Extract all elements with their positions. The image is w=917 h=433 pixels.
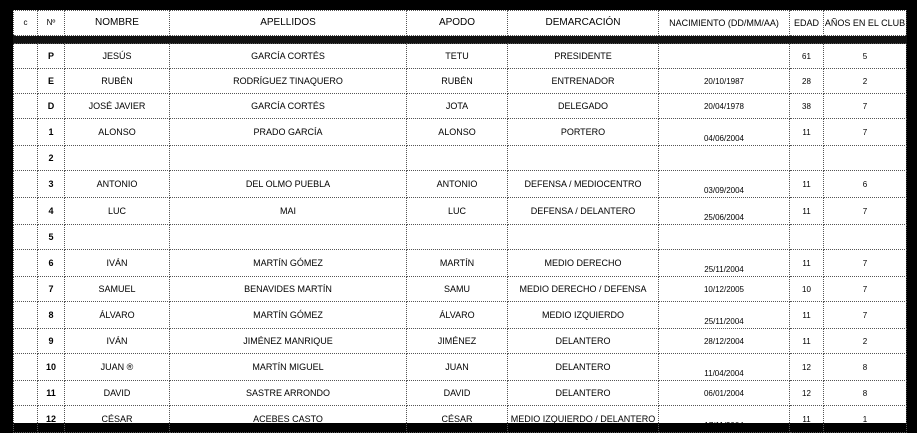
c-cell — [14, 354, 38, 381]
edad-cell: 10 — [790, 277, 824, 302]
nacimiento-cell: 03/09/2004 — [659, 171, 790, 198]
apellidos-cell: JIMÉNEZ MANRIQUE — [170, 329, 407, 354]
demarcacion-cell: MEDIO DERECHO / DEFENSA — [508, 277, 659, 302]
edad-cell: 11 — [790, 329, 824, 354]
nacimiento-cell: 25/06/2004 — [659, 198, 790, 225]
table-row — [14, 277, 907, 302]
c-cell — [14, 171, 38, 198]
table-row — [14, 354, 907, 381]
anos-cell: 5 — [824, 44, 907, 69]
apellidos-cell: DEL OLMO PUEBLA — [170, 171, 407, 198]
demarcacion-cell: DELEGADO — [508, 94, 659, 119]
header-row — [14, 11, 907, 36]
header-nacimiento: NACIMIENTO (DD/MM/AA) — [659, 11, 790, 36]
apodo-cell: JOTA — [407, 94, 508, 119]
c-cell — [14, 69, 38, 94]
player-number: 3 — [38, 171, 65, 198]
table-row — [14, 171, 907, 198]
edad-cell — [790, 146, 824, 171]
nombre-cell: IVÁN — [65, 250, 170, 277]
apodo-cell: TETU — [407, 44, 508, 69]
c-cell — [14, 146, 38, 171]
apodo-cell: JIMÉNEZ — [407, 329, 508, 354]
edad-cell: 11 — [790, 198, 824, 225]
demarcacion-cell: MEDIO IZQUIERDO — [508, 302, 659, 329]
apodo-cell: RUBÉN — [407, 69, 508, 94]
anos-cell: 7 — [824, 198, 907, 225]
anos-cell: 1 — [824, 406, 907, 433]
nombre-cell: IVÁN — [65, 329, 170, 354]
nombre-cell — [65, 146, 170, 171]
edad-cell: 11 — [790, 171, 824, 198]
table-row — [14, 44, 907, 69]
separator-bar — [14, 36, 907, 44]
player-number: D — [38, 94, 65, 119]
demarcacion-cell: PRESIDENTE — [508, 44, 659, 69]
player-number: 8 — [38, 302, 65, 329]
player-number: E — [38, 69, 65, 94]
nombre-cell — [65, 225, 170, 250]
apellidos-cell: MAI — [170, 198, 407, 225]
table-row — [14, 406, 907, 433]
demarcacion-cell: DELANTERO — [508, 329, 659, 354]
nacimiento-cell: 17/11/2004 — [659, 406, 790, 433]
header-nombre: NOMBRE — [65, 11, 170, 36]
apellidos-cell: ACEBES CASTO — [170, 406, 407, 433]
player-number: 2 — [38, 146, 65, 171]
anos-cell: 7 — [824, 302, 907, 329]
nacimiento-cell — [659, 146, 790, 171]
nacimiento-cell: 20/10/1987 — [659, 69, 790, 94]
c-cell — [14, 277, 38, 302]
apellidos-cell: MARTÍN GÓMEZ — [170, 302, 407, 329]
c-cell — [14, 406, 38, 433]
nacimiento-cell: 06/01/2004 — [659, 381, 790, 406]
nombre-cell: JESÚS — [65, 44, 170, 69]
header-anos: AÑOS EN EL CLUB — [824, 11, 907, 36]
demarcacion-cell: ENTRENADOR — [508, 69, 659, 94]
nacimiento-cell: 10/12/2005 — [659, 277, 790, 302]
demarcacion-cell: DEFENSA / MEDIOCENTRO — [508, 171, 659, 198]
apellidos-cell: GARCÍA CORTÉS — [170, 94, 407, 119]
header-edad: EDAD — [790, 11, 824, 36]
nacimiento-cell — [659, 225, 790, 250]
table-row — [14, 302, 907, 329]
header-separator — [14, 36, 907, 44]
edad-cell — [790, 225, 824, 250]
nacimiento-cell — [659, 44, 790, 69]
player-number: 12 — [38, 406, 65, 433]
nombre-cell: JOSÉ JAVIER — [65, 94, 170, 119]
apodo-cell: MARTÍN — [407, 250, 508, 277]
table-row — [14, 94, 907, 119]
c-cell — [14, 119, 38, 146]
player-number: 6 — [38, 250, 65, 277]
edad-cell: 38 — [790, 94, 824, 119]
apodo-cell — [407, 146, 508, 171]
player-number: 7 — [38, 277, 65, 302]
table-row — [14, 198, 907, 225]
header-apellidos: APELLIDOS — [170, 11, 407, 36]
anos-cell — [824, 146, 907, 171]
table-row — [14, 119, 907, 146]
apellidos-cell: PRADO GARCÍA — [170, 119, 407, 146]
apellidos-cell: MARTÍN GÓMEZ — [170, 250, 407, 277]
edad-cell: 11 — [790, 250, 824, 277]
anos-cell: 7 — [824, 250, 907, 277]
apellidos-cell — [170, 146, 407, 171]
demarcacion-cell: MEDIO IZQUIERDO / DELANTERO — [508, 406, 659, 433]
c-cell — [14, 381, 38, 406]
anos-cell: 8 — [824, 354, 907, 381]
demarcacion-cell: DEFENSA / DELANTERO — [508, 198, 659, 225]
nombre-cell: ÁLVARO — [65, 302, 170, 329]
demarcacion-cell — [508, 225, 659, 250]
nombre-cell: ALONSO — [65, 119, 170, 146]
c-cell — [14, 329, 38, 354]
apodo-cell: JUAN — [407, 354, 508, 381]
anos-cell — [824, 225, 907, 250]
edad-cell: 12 — [790, 354, 824, 381]
demarcacion-cell: DELANTERO — [508, 354, 659, 381]
table-row — [14, 250, 907, 277]
apellidos-cell: GARCÍA CORTÉS — [170, 44, 407, 69]
anos-cell: 7 — [824, 94, 907, 119]
nombre-cell: CÉSAR — [65, 406, 170, 433]
edad-cell: 11 — [790, 302, 824, 329]
nacimiento-cell: 20/04/1978 — [659, 94, 790, 119]
apodo-cell: CÉSAR — [407, 406, 508, 433]
apellidos-cell: BENAVIDES MARTÍN — [170, 277, 407, 302]
edad-cell: 11 — [790, 406, 824, 433]
c-cell — [14, 44, 38, 69]
table-row — [14, 69, 907, 94]
player-number: 9 — [38, 329, 65, 354]
nombre-cell: LUC — [65, 198, 170, 225]
c-cell — [14, 250, 38, 277]
edad-cell: 28 — [790, 69, 824, 94]
c-cell — [14, 198, 38, 225]
nombre-cell: SAMUEL — [65, 277, 170, 302]
anos-cell: 2 — [824, 329, 907, 354]
edad-cell: 61 — [790, 44, 824, 69]
demarcacion-cell: DELANTERO — [508, 381, 659, 406]
roster-sheet — [13, 10, 906, 430]
c-cell — [14, 302, 38, 329]
anos-cell: 2 — [824, 69, 907, 94]
apodo-cell: ALONSO — [407, 119, 508, 146]
player-number: 1 — [38, 119, 65, 146]
nacimiento-cell: 25/11/2004 — [659, 250, 790, 277]
apodo-cell: SAMU — [407, 277, 508, 302]
anos-cell: 6 — [824, 171, 907, 198]
header-demarcacion: DEMARCACIÓN — [508, 11, 659, 36]
player-number: P — [38, 44, 65, 69]
apodo-cell: DAVID — [407, 381, 508, 406]
anos-cell: 8 — [824, 381, 907, 406]
table-row — [14, 329, 907, 354]
table-row — [14, 225, 907, 250]
nombre-cell: DAVID — [65, 381, 170, 406]
nacimiento-cell: 11/04/2004 — [659, 354, 790, 381]
anos-cell: 7 — [824, 119, 907, 146]
nombre-cell: ANTONIO — [65, 171, 170, 198]
edad-cell: 11 — [790, 119, 824, 146]
apellidos-cell — [170, 225, 407, 250]
apodo-cell: LUC — [407, 198, 508, 225]
apellidos-cell: SASTRE ARRONDO — [170, 381, 407, 406]
demarcacion-cell: PORTERO — [508, 119, 659, 146]
demarcacion-cell — [508, 146, 659, 171]
player-number: 5 — [38, 225, 65, 250]
roster-table — [13, 10, 907, 433]
nacimiento-cell: 04/06/2004 — [659, 119, 790, 146]
player-number: 10 — [38, 354, 65, 381]
header-apodo: APODO — [407, 11, 508, 36]
apellidos-cell: RODRÍGUEZ TINAQUERO — [170, 69, 407, 94]
nacimiento-cell: 28/12/2004 — [659, 329, 790, 354]
header-c: c — [14, 11, 38, 36]
nombre-cell: JUAN ® — [65, 354, 170, 381]
player-number: 11 — [38, 381, 65, 406]
table-row — [14, 381, 907, 406]
c-cell — [14, 94, 38, 119]
table-row — [14, 146, 907, 171]
nombre-cell: RUBÉN — [65, 69, 170, 94]
header-num: Nº — [38, 11, 65, 36]
demarcacion-cell: MEDIO DERECHO — [508, 250, 659, 277]
player-number: 4 — [38, 198, 65, 225]
apodo-cell — [407, 225, 508, 250]
edad-cell: 12 — [790, 381, 824, 406]
nacimiento-cell: 25/11/2004 — [659, 302, 790, 329]
anos-cell: 7 — [824, 277, 907, 302]
apellidos-cell: MARTÍN MIGUEL — [170, 354, 407, 381]
apodo-cell: ANTONIO — [407, 171, 508, 198]
apodo-cell: ÁLVARO — [407, 302, 508, 329]
c-cell — [14, 225, 38, 250]
